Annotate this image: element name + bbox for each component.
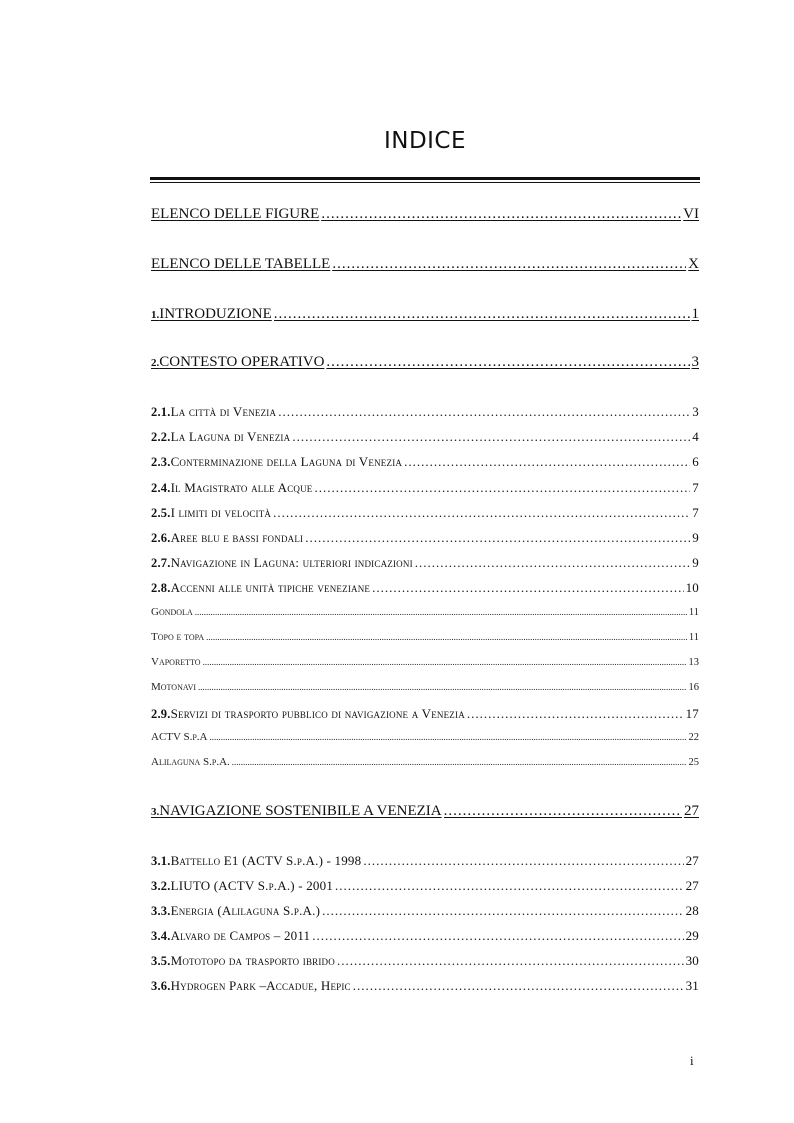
toc-number: 3.1. (151, 854, 171, 868)
dot-leader (195, 608, 687, 617)
toc-number: 2.7. (151, 556, 171, 570)
toc-number: 2.8. (151, 581, 171, 595)
toc-label: NAVIGAZIONE SOSTENIBILE A VENEZIA (159, 803, 442, 819)
toc-label: Servizi di trasporto pubblico di navigazione a Venezia (170, 706, 465, 721)
toc-label: La città di Venezia (170, 404, 277, 419)
dot-leader (274, 307, 690, 322)
dot-leader (467, 707, 684, 720)
toc-number: 3.2. (151, 879, 171, 893)
toc-page: 30 (685, 953, 699, 968)
dot-leader (273, 506, 690, 519)
toc-entry-3-1[interactable] (151, 854, 699, 868)
toc-page: 10 (685, 580, 699, 595)
toc-page: 29 (685, 928, 699, 943)
toc-label: Alilaguna S.p.A. (151, 756, 230, 768)
dot-leader (305, 531, 690, 544)
toc-label: CONTESTO OPERATIVO (159, 354, 325, 370)
dot-leader (206, 633, 687, 642)
toc-page: 13 (688, 657, 699, 668)
toc-entry-chapter-3[interactable] (151, 804, 699, 819)
title-rule-thin (150, 182, 700, 183)
toc-label: ELENCO DELLE FIGURE (151, 206, 320, 222)
toc-page: 7 (692, 480, 699, 495)
page-number: i (690, 1053, 694, 1068)
toc-entry-3-6[interactable] (151, 979, 699, 993)
toc-label: ACTV S.p.A (151, 731, 208, 743)
dot-leader (321, 207, 681, 222)
toc-page: 27 (685, 878, 699, 893)
toc-entry-3-3[interactable] (151, 904, 699, 918)
toc-label: Vaporetto (151, 656, 201, 668)
toc-page: 22 (688, 732, 699, 743)
toc-entry-2-9[interactable] (151, 707, 699, 721)
dot-leader (415, 556, 691, 569)
toc-page: 25 (688, 757, 699, 768)
toc-number: 2.6. (151, 531, 171, 545)
toc-label: I limiti di velocità (170, 505, 272, 520)
toc-page: 4 (692, 429, 699, 444)
toc-page: 11 (688, 607, 699, 618)
toc-page: 27 (685, 853, 699, 868)
toc-label: Motonavi (151, 681, 197, 693)
dot-leader (337, 954, 684, 967)
toc-entry-3-5[interactable] (151, 954, 699, 968)
toc-entry-2-1[interactable] (151, 405, 699, 419)
page-title: INDICE (383, 128, 467, 154)
toc-entry-2-3[interactable] (151, 455, 699, 469)
toc-label: INTRODUZIONE (159, 306, 272, 322)
dot-leader (372, 581, 683, 594)
toc-number: 2.3. (151, 455, 171, 469)
toc-number: 2.9. (151, 707, 171, 721)
toc-label: ELENCO DELLE TABELLE (151, 256, 331, 272)
toc-label: Il Magistrato alle Acque (170, 480, 313, 495)
dot-leader (312, 929, 683, 942)
toc-number: 1. (151, 309, 160, 321)
toc-number: 2. (151, 357, 160, 369)
toc-number: 2.2. (151, 430, 171, 444)
toc-number: 2.5. (151, 506, 171, 520)
toc-page: 17 (685, 706, 699, 721)
dot-leader (322, 904, 683, 917)
toc-page: 16 (688, 682, 699, 693)
toc-label: Hydrogen Park –Accadue, Hepic (170, 978, 351, 993)
toc-label: Aree blu e bassi fondali (170, 530, 304, 545)
toc-subentry-motonavi[interactable] (151, 682, 699, 694)
dot-leader (353, 979, 684, 992)
toc-label: Mototopo da trasporto ibrido (170, 953, 335, 968)
toc-label: Accenni alle unità tipiche veneziane (170, 580, 371, 595)
dot-leader (363, 854, 683, 867)
toc-entry-3-4[interactable] (151, 929, 699, 943)
toc-label: LIUTO (ACTV S.p.A.) - 2001 (170, 878, 334, 893)
toc-number: 3. (151, 806, 160, 818)
toc-page: 3 (692, 404, 699, 419)
toc-label: Gondola (151, 606, 193, 618)
toc-entry-tables[interactable] (151, 257, 699, 272)
toc-subentry-vaporetto[interactable] (151, 657, 699, 669)
toc-page: 6 (692, 454, 699, 469)
toc-label: Conterminazione della Laguna di Venezia (170, 454, 403, 469)
dot-leader (203, 658, 687, 667)
toc-subentry-actv[interactable] (151, 732, 699, 744)
title-rule-thick (150, 177, 700, 180)
dot-leader (315, 481, 691, 494)
toc-number: 2.4. (151, 481, 171, 495)
dot-leader (335, 879, 684, 892)
toc-label: Battello E1 (ACTV S.p.A.) - 1998 (170, 853, 362, 868)
toc-entry-2-6[interactable] (151, 531, 699, 545)
toc-page: 9 (692, 555, 699, 570)
dot-leader (292, 430, 690, 443)
toc-number: 3.4. (151, 929, 171, 943)
toc-number: 3.5. (151, 954, 171, 968)
dot-leader (210, 733, 687, 742)
toc-entry-2-5[interactable] (151, 506, 699, 520)
toc-label: Energia (Alilaguna S.p.A.) (170, 903, 321, 918)
toc-entry-figures[interactable] (151, 207, 699, 222)
dot-leader (232, 758, 687, 767)
toc-label: La Laguna di Venezia (170, 429, 291, 444)
toc-page: 7 (692, 505, 699, 520)
toc-page: X (688, 256, 699, 272)
toc-label: Navigazione in Laguna: ulteriori indicazioni (170, 555, 413, 570)
toc-label: Topo e topa (151, 631, 205, 643)
toc-entry-chapter-1[interactable] (151, 307, 699, 322)
toc-entry-2-7[interactable] (151, 556, 699, 570)
dot-leader (198, 683, 686, 692)
toc-subentry-alilaguna[interactable] (151, 757, 699, 769)
toc-page: 1 (691, 306, 699, 322)
toc-page: 31 (685, 978, 699, 993)
toc-entry-2-4[interactable] (151, 481, 699, 495)
toc-page: 28 (685, 903, 699, 918)
toc-number: 3.3. (151, 904, 171, 918)
toc-entry-3-2[interactable] (151, 879, 699, 893)
dot-leader (326, 355, 689, 370)
toc-page: 3 (691, 354, 699, 370)
toc-page: 27 (684, 803, 699, 819)
dot-leader (404, 455, 690, 468)
toc-subentry-topo[interactable] (151, 632, 699, 644)
toc-page: 11 (688, 632, 699, 643)
toc-number: 2.1. (151, 405, 171, 419)
dot-leader (332, 257, 686, 272)
toc-number: 3.6. (151, 979, 171, 993)
toc-label: Alvaro de Campos – 2011 (170, 928, 311, 943)
toc-page: 9 (692, 530, 699, 545)
toc-page: VI (683, 206, 699, 222)
toc-subentry-gondola[interactable] (151, 607, 699, 619)
dot-leader (278, 405, 690, 418)
toc-entry-2-8[interactable] (151, 581, 699, 595)
dot-leader (444, 804, 682, 819)
toc-entry-2-2[interactable] (151, 430, 699, 444)
toc-entry-chapter-2[interactable] (151, 355, 699, 370)
